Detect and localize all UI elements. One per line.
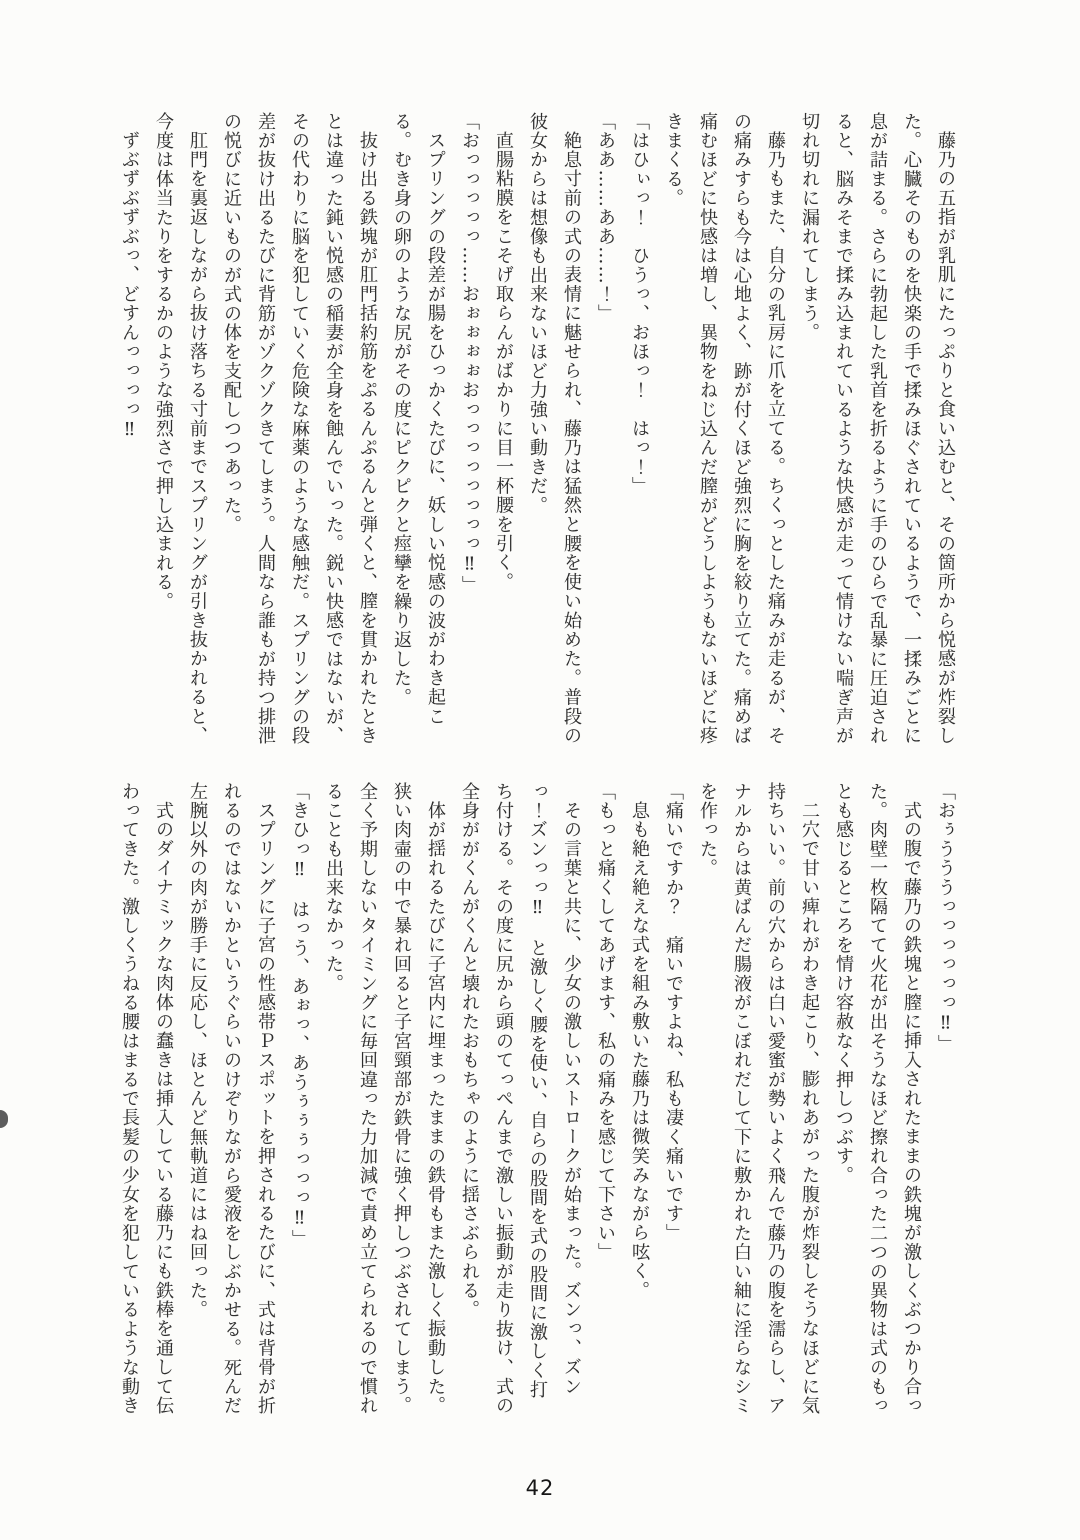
paragraph: 肛門を裏返しながら抜け落ちる寸前までスプリングが引き抜かれると、今度は体当たりをするかのような強烈さで押し込まれる。 — [153, 112, 208, 746]
paragraph: 息も絶え絶えな式を組み敷いた藤乃は微笑みながら呟く。 — [629, 801, 650, 1301]
paragraph: ずぶずぶずぶっ、どすんっっっっ‼ — [119, 131, 140, 442]
paragraph: 「ああ……ああ……！」 — [595, 112, 616, 324]
paragraph: 藤乃もまた、自分の乳房に爪を立てる。ちくっとした痛みが走るが、その痛みすらも今は心地よく、跡が付くほど強烈に胸を絞り立てた。痛めば痛むほどに快感は増し、異物をねじ込んだ膣がどうしようもないほどに疼きまくる。 — [663, 112, 786, 746]
paragraph: 「もっと痛くしてあげます、私の痛みを感じて下さい」 — [595, 782, 616, 1262]
paragraph: スプリングの段差が腸をひっかくたびに、妖しい悦感の波がわき起こる。むき身の卵のような尻がその度にピクピクと痙攣を繰り返した。 — [391, 112, 446, 727]
paragraph: 抜け出る鉄塊が肛門括約筋をぷるんぷるんと弾くと、膣を貫かれたときとは違った鈍い悦感の稲妻が全身を蝕んでいった。鋭い快感ではないが、その代わりに脳を犯していく危険な麻薬のような感触だ。スプリングの段差が抜け出るたびに背筋がゾクゾクきてしまう。人間なら誰もが持つ排泄の悦びに近いものが式の体を支配しつつあった。 — [221, 112, 378, 746]
paragraph: その言葉と共に、少女の激しいストロークが始まった。ズンっ、ズンっ！ズンっっ‼ と激しく腰を使い、自らの股間を式の股間に激しく打ち付ける。その度に尻から頭のてっぺんまで激しい振動が走り抜け、式の全身ががくんがくんと壊れたおもちゃのように揺さぶられる。 — [459, 782, 582, 1416]
paragraph: 「きひっ‼ はっう、あぉっ、あうぅぅぅっっっ‼」 — [289, 782, 310, 1249]
paragraph: 「はひぃっ！ ひうっ、おほっ！ はっ！」 — [629, 112, 650, 496]
paragraph: 絶息寸前の式の表情に魅せられ、藤乃は猛然と腰を使い始めた。普段の彼女からは想像も出来ないほど力強い動きだ。 — [527, 112, 582, 746]
bottom-text-block — [112, 782, 962, 1418]
paragraph: 「おぅうううっっっっっっ‼」 — [935, 782, 956, 1054]
paragraph: 体が揺れるたびに子宮内に埋まったままの鉄骨もまた激しく振動した。狭い肉壷の中で暴れ回ると子宮頸部が鉄骨に強く押しつぶされてしまう。全く予期しないタイミングに毎回違った力加減で責め立てられるので慣れることも出来なかった。 — [323, 782, 446, 1416]
paragraph: 式の腹で藤乃の鉄塊と膣に挿入されたままの鉄塊が激しくぶつかり合った。肉壁一枚隔てて火花が出そうなほど擦れ合った二つの異物は式のもっとも感じるところを情け容赦なく押しつぶす。 — [833, 782, 922, 1416]
paragraph: 藤乃の五指が乳肌にたっぷりと食い込むと、その箇所から悦感が炸裂した。心臓そのものを快楽の手で揉みほぐされているようで、一揉みごとに息が詰まる。さらに勃起した乳首を折るように手のひらで乱暴に圧迫されると、脳みそまで揉み込まれているような快感が走って情けない喘ぎ声が切れ切れに漏れてしまう。 — [799, 112, 956, 746]
scan-artifact — [0, 1110, 8, 1128]
top-text-block — [112, 112, 962, 748]
paragraph: 二穴で甘い痺れがわき起こり、膨れあがった腹が炸裂しそうなほどに気持ちいい。前の穴からは白い愛蜜が勢いよく飛んで藤乃の腹を濡らし、アナルからは黄ばんだ腸液がこぼれだして下に敷かれた白い紬に淫らなシミを作った。 — [697, 782, 820, 1416]
paragraph: 式のダイナミックな肉体の蠢きは挿入している藤乃にも鉄棒を通して伝わってきた。激しくうねる腰はまるで長髪の少女を犯しているような動き — [119, 782, 174, 1416]
page-number: 42 — [525, 1476, 555, 1500]
paragraph: スプリングに子宮の性感帯Ｐスポットを押されるたびに、式は背骨が折れるのではないかというぐらいのけぞりながら愛液をしぶかせる。死んだ左腕以外の肉が勝手に反応し、ほとんど無軌道にはね回った。 — [187, 782, 276, 1416]
paragraph: 「おっっっっっ……おぉぉぉぉおっっっっっっっっ‼」 — [459, 112, 480, 595]
paragraph: 直腸粘膜をこそげ取らんがばかりに目一杯腰を引く。 — [493, 131, 514, 592]
paragraph: 「痛いですか？ 痛いですよね、私も凄く痛いです」 — [663, 782, 684, 1243]
